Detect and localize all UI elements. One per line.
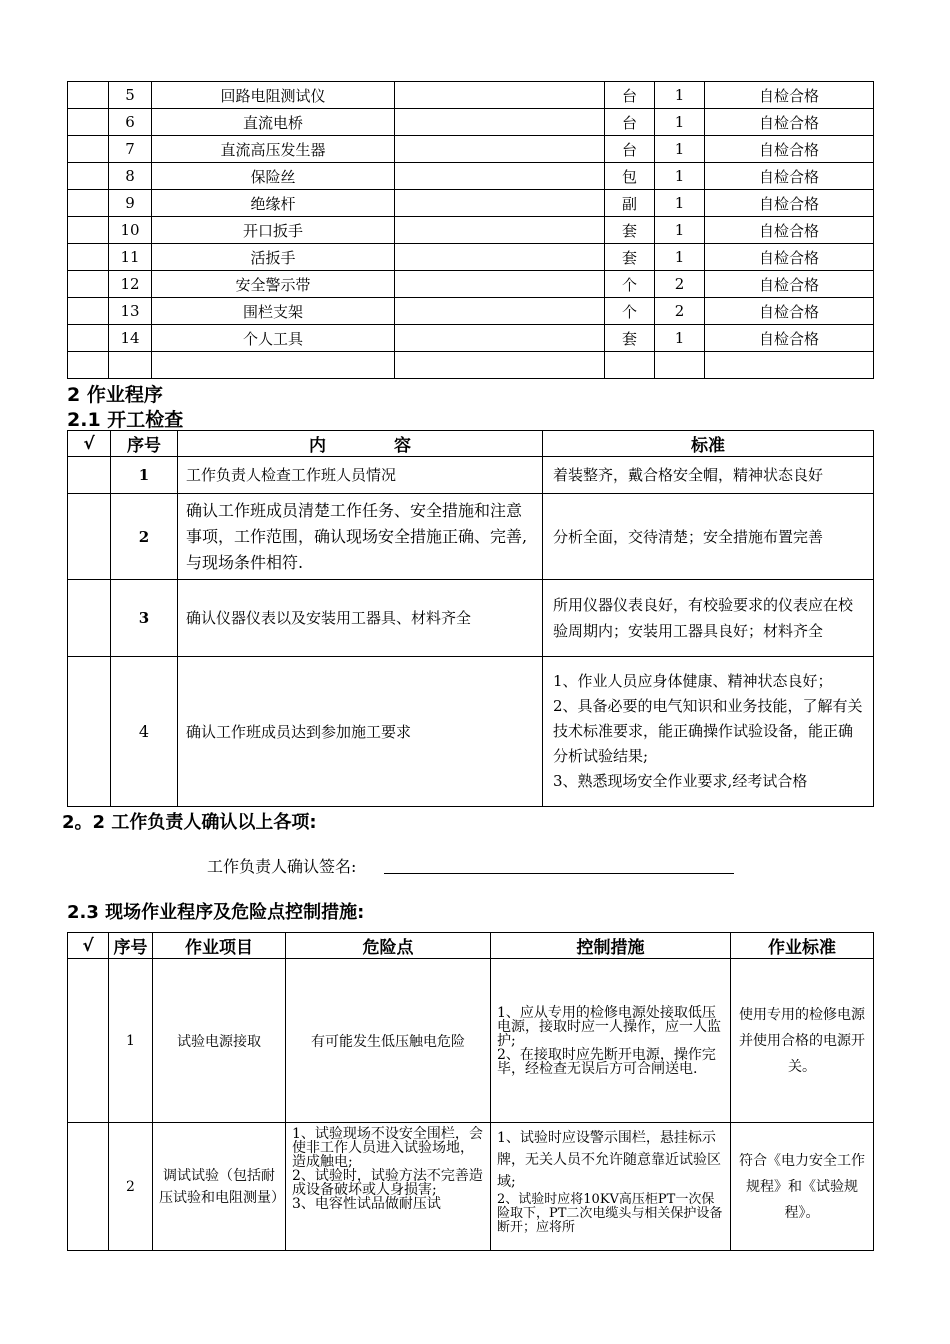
tool-unit: 包 [605, 163, 655, 190]
tool-name: 围栏支架 [152, 298, 395, 325]
control-part-a: 1、试验时应设警示围栏，悬挂标示牌，无关人员不允许随意靠近试验区域; [497, 1130, 721, 1190]
tool-no: 13 [109, 298, 152, 325]
tool-unit: 套 [605, 325, 655, 352]
tool-no: 9 [109, 190, 152, 217]
tool-name: 个人工具 [152, 325, 395, 352]
check-cell[interactable] [68, 82, 109, 109]
tool-status: 自检合格 [705, 136, 874, 163]
empty-cell [109, 352, 152, 379]
tool-name: 活扳手 [152, 244, 395, 271]
row-hazard: 有可能发生低压触电危险 [286, 959, 491, 1123]
tool-unit: 副 [605, 190, 655, 217]
tool-status: 自检合格 [705, 217, 874, 244]
header-no: 序号 [111, 431, 178, 457]
tool-qty: 2 [655, 298, 705, 325]
section-2-1-title: 2.1 开工检查 [67, 409, 184, 431]
tool-name: 保险丝 [152, 163, 395, 190]
check-cell[interactable] [68, 494, 111, 580]
row-content: 确认仪器仪表以及安装用工器具、材料齐全 [178, 580, 543, 657]
check-cell[interactable] [68, 244, 109, 271]
header-item: 作业项目 [153, 933, 286, 959]
empty-cell [655, 352, 705, 379]
tool-qty: 1 [655, 325, 705, 352]
tool-name: 直流高压发生器 [152, 136, 395, 163]
check-cell[interactable] [68, 271, 109, 298]
check-cell[interactable] [68, 298, 109, 325]
signature-line[interactable] [384, 873, 734, 874]
check-cell[interactable] [68, 190, 109, 217]
tool-spec [395, 136, 605, 163]
tool-no: 7 [109, 136, 152, 163]
empty-cell [605, 352, 655, 379]
row-no: 4 [111, 657, 178, 807]
header-content: 内 容 [178, 431, 543, 457]
row-control [491, 1123, 731, 1251]
header-check: √ [68, 933, 109, 959]
tool-status: 自检合格 [705, 271, 874, 298]
row-content: 确认工作班成员达到参加施工要求 [178, 657, 543, 807]
row-item: 试验电源接取 [153, 959, 286, 1123]
tool-qty: 1 [655, 136, 705, 163]
tool-no: 5 [109, 82, 152, 109]
header-standard: 作业标准 [731, 933, 874, 959]
row-standard: 着装整齐，戴合格安全帽，精神状态良好 [543, 457, 874, 494]
tool-table [67, 81, 874, 379]
tool-status: 自检合格 [705, 325, 874, 352]
check-cell[interactable] [68, 959, 109, 1123]
tool-row-empty [68, 352, 874, 379]
header-standard: 标准 [543, 431, 874, 457]
tool-name: 绝缘杆 [152, 190, 395, 217]
tool-qty: 1 [655, 109, 705, 136]
tool-status: 自检合格 [705, 163, 874, 190]
tool-unit: 台 [605, 82, 655, 109]
tool-status: 自检合格 [705, 82, 874, 109]
sign-label: 工作负责人确认签名: [207, 857, 357, 876]
row-hazard: 1、试验现场不设安全围栏，会使非工作人员进入试验场地，造成触电; 2、试验时，试验方法不完善造成设备破坏或人身损害; 3、电容性试品做耐压试 [286, 1123, 491, 1251]
row-content: 确认工作班成员清楚工作任务、安全措施和注意事项，工作范围，确认现场安全措施正确、完善,与现场条件相符. [178, 494, 543, 580]
tool-no: 8 [109, 163, 152, 190]
tool-qty: 1 [655, 82, 705, 109]
row-no: 3 [111, 580, 178, 657]
tool-unit: 台 [605, 136, 655, 163]
tool-no: 14 [109, 325, 152, 352]
tool-name: 开口扳手 [152, 217, 395, 244]
tool-status: 自检合格 [705, 298, 874, 325]
start-check-table [67, 430, 874, 807]
tool-row [68, 217, 874, 244]
tool-unit: 台 [605, 109, 655, 136]
check-cell[interactable] [68, 457, 111, 494]
tool-qty: 1 [655, 244, 705, 271]
standard-line: 1、作业人员应身体健康、精神状态良好； [553, 672, 833, 690]
standard-line: 2、具备必要的电气知识和业务技能，了解有关技术标准要求，能正确操作试验设备，能正确分析试验结果; [553, 697, 863, 765]
control-part-b: 2、试验时应将10KV高压柜PT一次保险取下，PT二次电缆头与相关保护设备断开；应将所 [497, 1192, 723, 1235]
header-no: 序号 [109, 933, 153, 959]
tool-no: 6 [109, 109, 152, 136]
tool-status: 自检合格 [705, 190, 874, 217]
check-cell[interactable] [68, 217, 109, 244]
tool-row [68, 82, 874, 109]
tool-no: 10 [109, 217, 152, 244]
row-no: 1 [109, 959, 153, 1123]
tool-row [68, 325, 874, 352]
row-standard: 所用仪器仪表良好，有校验要求的仪表应在校验周期内；安装用工器具良好；材料齐全 [543, 580, 874, 657]
check-cell[interactable] [68, 325, 109, 352]
empty-cell [68, 352, 109, 379]
tool-qty: 1 [655, 163, 705, 190]
tool-spec [395, 82, 605, 109]
check-cell[interactable] [68, 136, 109, 163]
row-standard: 使用专用的检修电源并使用合格的电源开关。 [731, 959, 874, 1123]
tool-row [68, 298, 874, 325]
tool-spec [395, 271, 605, 298]
check-cell[interactable] [68, 1123, 109, 1251]
section-2-2-title: 2。2 工作负责人确认以上各项: [62, 812, 317, 833]
tool-row [68, 136, 874, 163]
row-standard: 分析全面，交待清楚；安全措施布置完善 [543, 494, 874, 580]
tool-unit: 套 [605, 244, 655, 271]
tool-spec [395, 298, 605, 325]
tool-row [68, 163, 874, 190]
header-check: √ [68, 431, 111, 457]
row-standard: 符合《电力安全工作规程》和《试验规程》。 [731, 1123, 874, 1251]
row-no: 2 [109, 1123, 153, 1251]
empty-cell [705, 352, 874, 379]
tool-row [68, 190, 874, 217]
tool-row [68, 109, 874, 136]
tool-name: 回路电阻测试仪 [152, 82, 395, 109]
check-cell[interactable] [68, 657, 111, 807]
tool-qty: 2 [655, 271, 705, 298]
standard-line: 3、熟悉现场安全作业要求,经考试合格 [553, 772, 808, 790]
row-no: 2 [111, 494, 178, 580]
tool-status: 自检合格 [705, 244, 874, 271]
tool-row [68, 271, 874, 298]
check-cell[interactable] [68, 109, 109, 136]
header-hazard: 危险点 [286, 933, 491, 959]
tool-spec [395, 190, 605, 217]
tool-spec [395, 109, 605, 136]
tool-no: 11 [109, 244, 152, 271]
tool-qty: 1 [655, 190, 705, 217]
tool-spec [395, 244, 605, 271]
tool-qty: 1 [655, 217, 705, 244]
row-no: 1 [111, 457, 178, 494]
row-item: 调试试验（包括耐压试验和电阻测量） [153, 1123, 286, 1251]
tool-spec [395, 217, 605, 244]
tool-unit: 个 [605, 271, 655, 298]
tool-spec [395, 163, 605, 190]
row-content: 工作负责人检查工作班人员情况 [178, 457, 543, 494]
row-control: 1、应从专用的检修电源处接取低压电源，接取时应一人操作，应一人监护; 2、在接取时应先断开电源，操作完毕，经检查无误后方可合闸送电. [491, 959, 731, 1123]
empty-cell [152, 352, 395, 379]
header-control: 控制措施 [491, 933, 731, 959]
section-2-title: 2 作业程序 [67, 384, 163, 406]
row-standard [543, 657, 874, 807]
hazard-control-table [67, 932, 874, 1251]
tool-unit: 套 [605, 217, 655, 244]
tool-row [68, 244, 874, 271]
check-cell[interactable] [68, 580, 111, 657]
empty-cell [395, 352, 605, 379]
check-cell[interactable] [68, 163, 109, 190]
tool-unit: 个 [605, 298, 655, 325]
tool-no: 12 [109, 271, 152, 298]
tool-name: 直流电桥 [152, 109, 395, 136]
tool-spec [395, 325, 605, 352]
tool-name: 安全警示带 [152, 271, 395, 298]
tool-status: 自检合格 [705, 109, 874, 136]
section-2-3-title: 2.3 现场作业程序及危险点控制措施: [67, 902, 365, 923]
